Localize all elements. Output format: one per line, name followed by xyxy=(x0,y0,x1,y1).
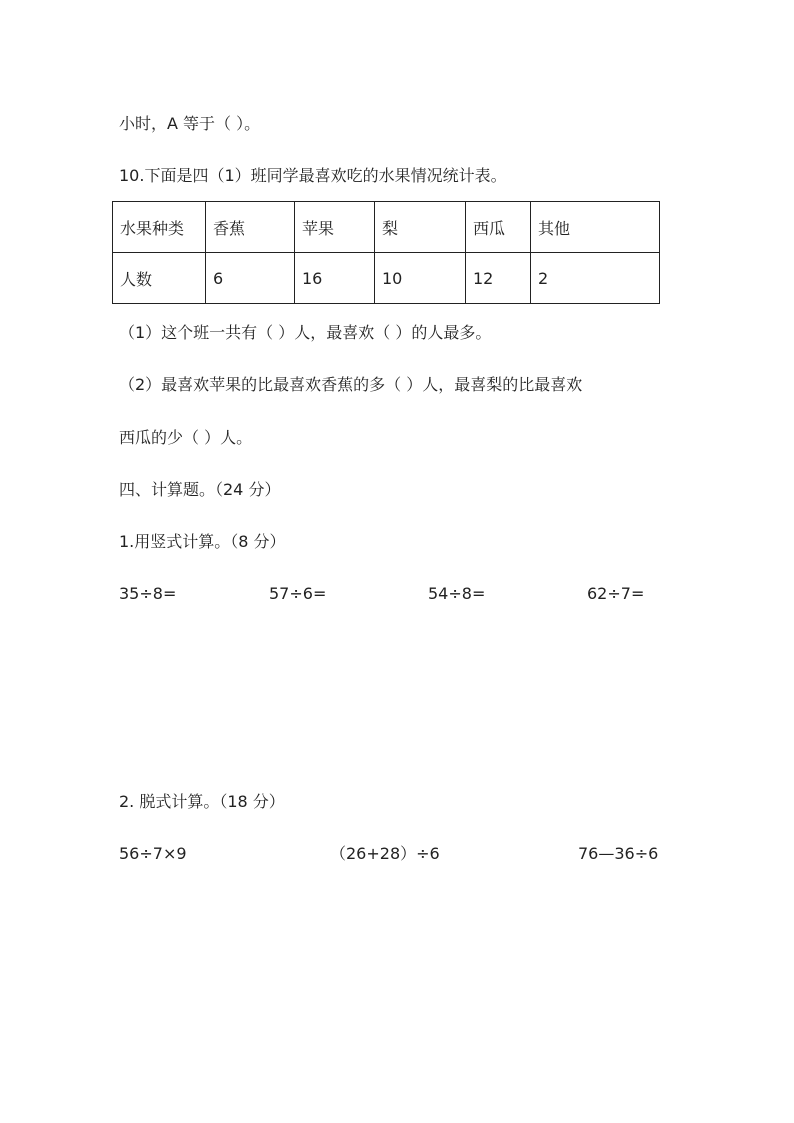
subsection-1-title: 1.用竖式计算。（8 分） xyxy=(119,532,286,551)
question-10-title: 10.下面是四（1）班同学最喜欢吃的水果情况统计表。 xyxy=(119,166,507,185)
step-calc-item: 76—36÷6 xyxy=(578,844,659,863)
table-row xyxy=(113,202,660,253)
question-10-part-2: （2）最喜欢苹果的比最喜欢香蕉的多（ ）人，最喜梨的比最喜欢 xyxy=(119,375,583,394)
table-cell: 6 xyxy=(206,253,295,304)
table-cell: 16 xyxy=(295,253,375,304)
text-line-answer-a: 小时，A 等于（ ）。 xyxy=(119,114,261,133)
question-10-part-2-continued: 西瓜的少（ ）人。 xyxy=(119,428,253,447)
table-cell: 西瓜 xyxy=(466,202,531,253)
vertical-calc-item: 54÷8= xyxy=(428,584,486,603)
table-cell: 10 xyxy=(375,253,466,304)
vertical-calc-item: 62÷7= xyxy=(587,584,645,603)
table-cell: 苹果 xyxy=(295,202,375,253)
table-cell: 12 xyxy=(466,253,531,304)
table-cell: 梨 xyxy=(375,202,466,253)
table-cell: 人数 xyxy=(113,253,206,304)
step-calc-item: 56÷7×9 xyxy=(119,844,187,863)
table-cell: 香蕉 xyxy=(206,202,295,253)
section-4-title: 四、计算题。（24 分） xyxy=(119,480,281,499)
table-cell: 水果种类 xyxy=(113,202,206,253)
subsection-2-title: 2. 脱式计算。（18 分） xyxy=(119,792,285,811)
step-calc-item: （26+28）÷6 xyxy=(330,844,440,863)
table-cell: 其他 xyxy=(531,202,660,253)
vertical-calc-item: 35÷8= xyxy=(119,584,177,603)
question-10-part-1: （1）这个班一共有（ ）人，最喜欢（ ）的人最多。 xyxy=(119,323,492,342)
table-cell: 2 xyxy=(531,253,660,304)
table-row xyxy=(113,253,660,304)
fruit-statistics-table xyxy=(112,201,660,304)
vertical-calc-item: 57÷6= xyxy=(269,584,327,603)
